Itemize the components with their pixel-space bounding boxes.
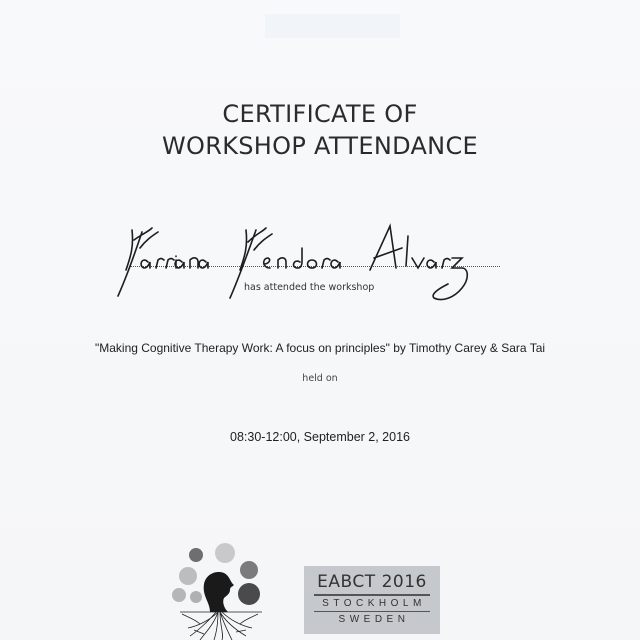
tree-head-roots-logo-icon xyxy=(170,540,270,640)
date-time: 08:30-12:00, September 2, 2016 xyxy=(230,430,410,444)
eabct-2016-badge xyxy=(304,566,440,634)
title-line-1: CERTIFICATE OF xyxy=(222,100,418,128)
title-line-2: WORKSHOP ATTENDANCE xyxy=(162,132,478,160)
certificate-title xyxy=(0,98,640,162)
badge-line-2: STOCKHOLM xyxy=(322,597,426,609)
attended-text: has attended the workshop xyxy=(244,282,375,293)
badge-line-1: EABCT 2016 xyxy=(317,572,427,592)
badge-divider xyxy=(314,611,430,613)
attendee-signature xyxy=(112,218,512,308)
faded-header-mark xyxy=(265,14,400,38)
badge-line-3: SWEDEN xyxy=(338,614,410,625)
workshop-title: "Making Cognitive Therapy Work: A focus on principles" by Timothy Carey & Sara Tai xyxy=(94,341,546,355)
badge-divider xyxy=(314,594,430,596)
held-on-label: held on xyxy=(302,373,338,384)
